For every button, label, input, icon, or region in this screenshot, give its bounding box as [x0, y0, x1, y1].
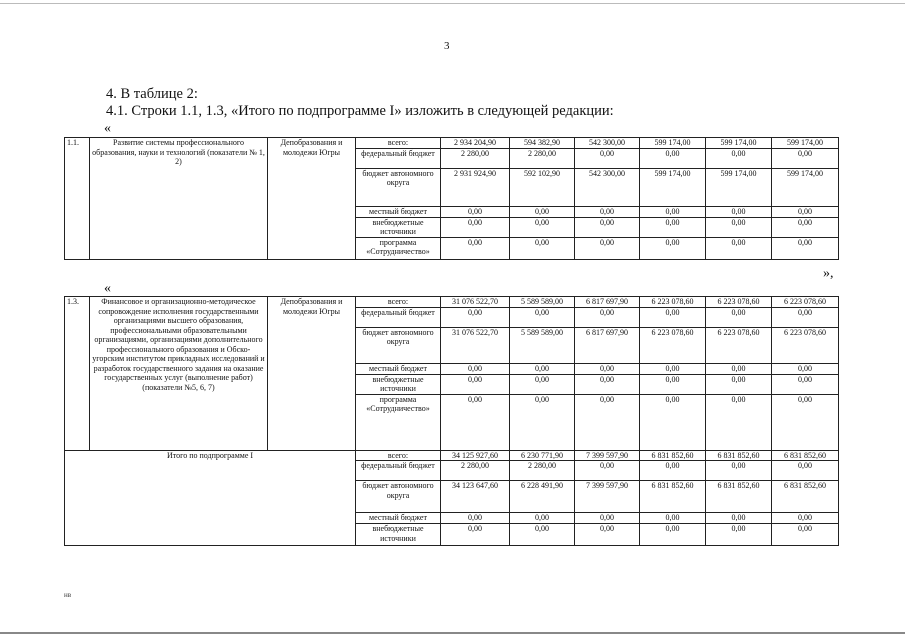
value-cell: 2 931 924,90	[441, 168, 510, 206]
value-cell: 0,00	[640, 148, 706, 168]
value-cell: 6 223 078,60	[706, 327, 772, 363]
value-cell: 0,00	[441, 374, 510, 394]
table-row-1-1	[64, 137, 839, 260]
value-cell: 0,00	[441, 524, 510, 546]
value-cell: 0,00	[706, 217, 772, 237]
row-number: 1.3.	[65, 297, 90, 451]
scan-bottom-edge	[0, 632, 905, 634]
activity-title: Финансовое и организационно-методическое сопровождение исполнения государственными организациями высшего образования, профессиональными образовательными организациями, организациями дополнительного профессионального образования и Обско-угорским институтом прикладных исследований и разработок государственного задания на оказание государственных услуг (выполнение работ) (показатели №5, 6, 7)	[90, 297, 268, 451]
value-cell: 0,00	[706, 394, 772, 450]
total-label: Итого по подпрограмме I	[65, 450, 356, 546]
value-cell: 0,00	[640, 363, 706, 374]
value-cell: 0,00	[640, 524, 706, 546]
source-label: бюджет автономного округа	[356, 327, 441, 363]
value-cell: 0,00	[510, 513, 575, 524]
value-cell: 0,00	[772, 374, 839, 394]
table-row-1-3-and-total	[64, 296, 839, 546]
source-label: всего:	[356, 450, 441, 461]
source-label: местный бюджет	[356, 513, 441, 524]
source-label: бюджет автономного округа	[356, 168, 441, 206]
value-cell: 0,00	[772, 461, 839, 481]
value-cell: 0,00	[575, 148, 640, 168]
source-label: федеральный бюджет	[356, 148, 441, 168]
source-label: местный бюджет	[356, 363, 441, 374]
value-cell: 0,00	[640, 206, 706, 217]
value-cell: 0,00	[510, 217, 575, 237]
value-cell: 0,00	[640, 374, 706, 394]
value-cell: 0,00	[575, 206, 640, 217]
value-cell: 7 399 597,90	[575, 450, 640, 461]
value-cell: 0,00	[706, 461, 772, 481]
value-cell: 0,00	[575, 461, 640, 481]
value-cell: 0,00	[772, 217, 839, 237]
value-cell: 0,00	[772, 524, 839, 546]
value-cell: 0,00	[575, 524, 640, 546]
value-cell: 599 174,00	[772, 138, 839, 149]
value-cell: 0,00	[575, 394, 640, 450]
executor: Депобразования и молодежи Югры	[268, 297, 356, 451]
value-cell: 0,00	[510, 524, 575, 546]
source-label: внебюджетные источники	[356, 524, 441, 546]
source-label: местный бюджет	[356, 206, 441, 217]
source-label: бюджет автономного округа	[356, 481, 441, 513]
open-quote-2: «	[104, 281, 111, 296]
value-cell: 6 831 852,60	[772, 450, 839, 461]
value-cell: 5 589 589,00	[510, 327, 575, 363]
value-cell: 6 831 852,60	[640, 481, 706, 513]
footer-mark: нв	[64, 591, 72, 599]
value-cell: 0,00	[772, 307, 839, 327]
value-cell: 0,00	[772, 363, 839, 374]
value-cell: 7 399 597,90	[575, 481, 640, 513]
value-cell: 0,00	[772, 237, 839, 259]
value-cell: 6 228 491,90	[510, 481, 575, 513]
value-cell: 0,00	[640, 237, 706, 259]
value-cell: 0,00	[441, 217, 510, 237]
value-cell: 0,00	[575, 307, 640, 327]
value-cell: 0,00	[706, 374, 772, 394]
value-cell: 2 280,00	[441, 461, 510, 481]
value-cell: 0,00	[441, 513, 510, 524]
value-cell: 2 280,00	[510, 461, 575, 481]
scan-top-edge	[0, 3, 905, 4]
value-cell: 0,00	[441, 363, 510, 374]
value-cell: 0,00	[441, 237, 510, 259]
source-label: федеральный бюджет	[356, 307, 441, 327]
value-cell: 0,00	[575, 363, 640, 374]
value-cell: 0,00	[510, 206, 575, 217]
row-number: 1.1.	[65, 138, 90, 260]
value-cell: 0,00	[706, 148, 772, 168]
source-label: программа «Сотрудничество»	[356, 394, 441, 450]
value-cell: 0,00	[510, 307, 575, 327]
source-label: внебюджетные источники	[356, 374, 441, 394]
value-cell: 6 223 078,60	[772, 327, 839, 363]
activity-title: Развитие системы профессионального образования, науки и технологий (показатели № 1, 2)	[90, 138, 268, 260]
value-cell: 0,00	[706, 307, 772, 327]
section-heading: 4. В таблице 2:	[106, 86, 198, 102]
subsection-heading: 4.1. Строки 1.1, 1.3, «Итого по подпрограмме I» изложить в следующей редакции:	[106, 103, 614, 119]
value-cell: 6 831 852,60	[772, 481, 839, 513]
value-cell: 0,00	[772, 394, 839, 450]
value-cell: 0,00	[510, 363, 575, 374]
value-cell: 6 817 697,90	[575, 327, 640, 363]
value-cell: 0,00	[772, 206, 839, 217]
value-cell: 2 280,00	[441, 148, 510, 168]
value-cell: 6 223 078,60	[772, 297, 839, 308]
source-label: внебюджетные источники	[356, 217, 441, 237]
source-label: федеральный бюджет	[356, 461, 441, 481]
value-cell: 6 223 078,60	[706, 297, 772, 308]
value-cell: 0,00	[706, 206, 772, 217]
value-cell: 0,00	[510, 237, 575, 259]
value-cell: 0,00	[640, 394, 706, 450]
value-cell: 2 280,00	[510, 148, 575, 168]
value-cell: 0,00	[575, 217, 640, 237]
value-cell: 34 125 927,60	[441, 450, 510, 461]
value-cell: 2 934 204,90	[441, 138, 510, 149]
value-cell: 0,00	[640, 513, 706, 524]
value-cell: 599 174,00	[640, 138, 706, 149]
value-cell: 0,00	[510, 374, 575, 394]
value-cell: 0,00	[772, 148, 839, 168]
table-row	[65, 138, 839, 149]
value-cell: 6 831 852,60	[706, 450, 772, 461]
value-cell: 0,00	[441, 307, 510, 327]
value-cell: 6 230 771,90	[510, 450, 575, 461]
value-cell: 0,00	[575, 513, 640, 524]
value-cell: 34 123 647,60	[441, 481, 510, 513]
value-cell: 6 817 697,90	[575, 297, 640, 308]
source-label: всего:	[356, 297, 441, 308]
open-quote-1: «	[104, 121, 111, 136]
value-cell: 599 174,00	[772, 168, 839, 206]
value-cell: 542 300,00	[575, 168, 640, 206]
value-cell: 0,00	[706, 237, 772, 259]
table-row	[65, 297, 839, 308]
value-cell: 592 102,90	[510, 168, 575, 206]
total-row	[65, 450, 839, 461]
executor: Депобразования и молодежи Югры	[268, 138, 356, 260]
value-cell: 542 300,00	[575, 138, 640, 149]
value-cell: 599 174,00	[706, 138, 772, 149]
value-cell: 5 589 589,00	[510, 297, 575, 308]
value-cell: 0,00	[706, 524, 772, 546]
value-cell: 599 174,00	[706, 168, 772, 206]
value-cell: 594 382,90	[510, 138, 575, 149]
value-cell: 0,00	[575, 237, 640, 259]
value-cell: 0,00	[706, 513, 772, 524]
value-cell: 0,00	[640, 307, 706, 327]
value-cell: 599 174,00	[640, 168, 706, 206]
source-label: всего:	[356, 138, 441, 149]
value-cell: 0,00	[640, 217, 706, 237]
value-cell: 0,00	[441, 206, 510, 217]
value-cell: 0,00	[706, 363, 772, 374]
close-quote: »,	[823, 266, 834, 281]
value-cell: 6 831 852,60	[706, 481, 772, 513]
value-cell: 31 076 522,70	[441, 297, 510, 308]
value-cell: 0,00	[441, 394, 510, 450]
value-cell: 0,00	[510, 394, 575, 450]
value-cell: 6 223 078,60	[640, 297, 706, 308]
value-cell: 6 831 852,60	[640, 450, 706, 461]
value-cell: 0,00	[640, 461, 706, 481]
value-cell: 6 223 078,60	[640, 327, 706, 363]
source-label: программа «Сотрудничество»	[356, 237, 441, 259]
value-cell: 0,00	[772, 513, 839, 524]
value-cell: 31 076 522,70	[441, 327, 510, 363]
value-cell: 0,00	[575, 374, 640, 394]
page-number: 3	[444, 40, 450, 52]
